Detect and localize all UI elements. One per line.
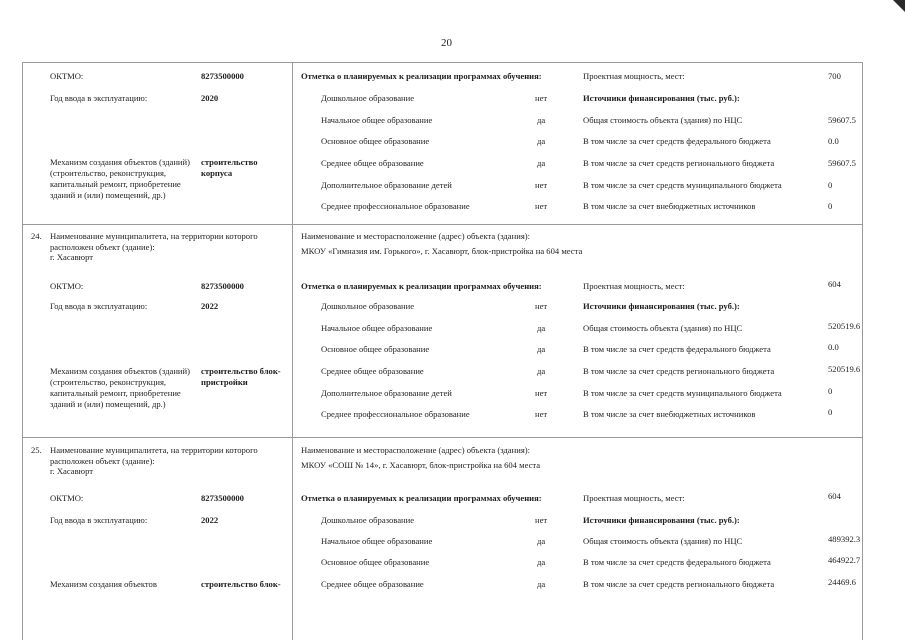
mechanism-value: строительство блок-пристройки — [201, 366, 281, 387]
object-label: Наименование и месторасположение (адрес) объекта (здания): — [301, 445, 531, 455]
funding-value: 464922.7 — [828, 555, 861, 565]
program-flag: да — [537, 536, 546, 546]
funding-value: 0 — [828, 386, 833, 396]
program-flag: нет — [535, 388, 548, 398]
funding-value: 24469.6 — [828, 577, 856, 587]
capacity-value: 604 — [828, 491, 841, 501]
funding-label: В том числе за счет внебюджетных источников — [583, 409, 756, 419]
funding-value: 0 — [828, 180, 833, 190]
mechanism-label: Механизм создания объектов (зданий) (строительство, реконструкция, капитальный ремонт, приобретение зданий и (или) помещений, др.) — [50, 366, 190, 409]
program-flag: да — [537, 115, 546, 125]
program-flag: нет — [535, 93, 548, 103]
oktmo-value: 8273500000 — [201, 281, 244, 291]
program-flag: нет — [535, 515, 548, 525]
year-value: 2022 — [201, 515, 219, 525]
right-border — [862, 62, 863, 640]
program-flag: да — [537, 323, 546, 333]
program-label: Среднее профессиональное образование — [321, 201, 470, 211]
program-label: Основное общее образование — [321, 344, 430, 354]
funding-label: В том числе за счет средств муниципального бюджета — [583, 388, 782, 398]
program-label: Среднее общее образование — [321, 366, 424, 376]
program-label: Начальное общее образование — [321, 323, 433, 333]
program-label: Дополнительное образование детей — [321, 388, 452, 398]
year-label: Год ввода в эксплуатацию: — [50, 93, 148, 103]
funding-value: 520519.6 — [828, 321, 861, 331]
program-label: Основное общее образование — [321, 557, 430, 567]
programs-header: Отметка о планируемых к реализации программах обучения: — [301, 281, 542, 291]
funding-value: 0 — [828, 407, 833, 417]
section-divider-25 — [22, 437, 863, 438]
year-label: Год ввода в эксплуатацию: — [50, 301, 148, 311]
year-label: Год ввода в эксплуатацию: — [50, 515, 148, 525]
program-label: Основное общее образование — [321, 136, 430, 146]
year-value: 2020 — [201, 93, 219, 103]
program-label: Среднее профессиональное образование — [321, 409, 470, 419]
scan-corner-mark — [893, 0, 905, 12]
column-divider — [292, 62, 293, 640]
program-flag: да — [537, 557, 546, 567]
municipality-label: Наименование муниципалитета, на территории которого расположен объект (здание): — [50, 231, 258, 252]
capacity-value: 700 — [828, 71, 841, 81]
mechanism-value: строительство блок- — [201, 579, 281, 589]
program-flag: да — [537, 158, 546, 168]
capacity-label: Проектная мощность, мест: — [583, 493, 685, 503]
funding-label: Общая стоимость объекта (здания) по НЦС — [583, 115, 743, 125]
funding-header: Источники финансирования (тыс. руб.): — [583, 515, 740, 525]
programs-header: Отметка о планируемых к реализации программах обучения: — [301, 71, 542, 81]
program-label: Дошкольное образование — [321, 515, 415, 525]
funding-label: В том числе за счет средств муниципального бюджета — [583, 180, 782, 190]
funding-header: Источники финансирования (тыс. руб.): — [583, 93, 740, 103]
funding-header: Источники финансирования (тыс. руб.): — [583, 301, 740, 311]
program-label: Начальное общее образование — [321, 115, 433, 125]
funding-value: 0.0 — [828, 342, 839, 352]
program-label: Среднее общее образование — [321, 579, 424, 589]
program-label: Дошкольное образование — [321, 93, 415, 103]
left-border — [22, 62, 23, 640]
funding-value: 59607.5 — [828, 158, 856, 168]
programs-header: Отметка о планируемых к реализации программах обучения: — [301, 493, 542, 503]
section-divider-24 — [22, 224, 863, 225]
mechanism-label: Механизм создания объектов (зданий) (строительство, реконструкция, капитальный ремонт, приобретение зданий и (или) помещений, др.) — [50, 157, 190, 200]
funding-label: В том числе за счет средств федерального бюджета — [583, 557, 771, 567]
program-flag: нет — [535, 301, 548, 311]
program-flag: нет — [535, 180, 548, 190]
funding-label: В том числе за счет средств регионального бюджета — [583, 579, 775, 589]
program-flag: нет — [535, 409, 548, 419]
program-flag: да — [537, 344, 546, 354]
funding-label: В том числе за счет средств регионального бюджета — [583, 158, 775, 168]
funding-label: Общая стоимость объекта (здания) по НЦС — [583, 536, 743, 546]
year-value: 2022 — [201, 301, 219, 311]
funding-label: В том числе за счет средств регионального бюджета — [583, 366, 775, 376]
funding-label: В том числе за счет средств федерального бюджета — [583, 136, 771, 146]
object-value: МКОУ «Гимназия им. Горького», г. Хасавюрт, блок-пристройка на 604 места — [301, 246, 583, 256]
page-number: 20 — [441, 37, 452, 49]
program-flag: да — [537, 136, 546, 146]
oktmo-label: ОКТМО: — [50, 71, 84, 81]
mechanism-label-partial: Механизм создания объектов — [50, 579, 157, 589]
section-number: 25. — [31, 445, 42, 455]
oktmo-label: ОКТМО: — [50, 493, 84, 503]
program-flag: да — [537, 579, 546, 589]
capacity-value: 604 — [828, 279, 841, 289]
object-label: Наименование и месторасположение (адрес) объекта (здания): — [301, 231, 531, 241]
municipality-label: Наименование муниципалитета, на территории которого расположен объект (здание): — [50, 445, 258, 466]
funding-value: 59607.5 — [828, 115, 856, 125]
capacity-label: Проектная мощность, мест: — [583, 281, 685, 291]
funding-value: 0 — [828, 201, 833, 211]
mechanism-value: строительство корпуса — [201, 157, 258, 178]
capacity-label: Проектная мощность, мест: — [583, 71, 685, 81]
program-label: Среднее общее образование — [321, 158, 424, 168]
funding-label: В том числе за счет внебюджетных источников — [583, 201, 756, 211]
program-label: Дошкольное образование — [321, 301, 415, 311]
program-label: Дополнительное образование детей — [321, 180, 452, 190]
oktmo-value: 8273500000 — [201, 493, 244, 503]
municipality-value: г. Хасавюрт — [50, 252, 94, 262]
section-number: 24. — [31, 231, 42, 241]
top-border — [22, 62, 863, 63]
funding-label: В том числе за счет средств федерального бюджета — [583, 344, 771, 354]
funding-value: 0.0 — [828, 136, 839, 146]
object-value: МКОУ «СОШ № 14», г. Хасавюрт, блок-пристройка на 604 места — [301, 460, 541, 470]
funding-label: Общая стоимость объекта (здания) по НЦС — [583, 323, 743, 333]
municipality-value: г. Хасавюрт — [50, 466, 94, 476]
oktmo-label: ОКТМО: — [50, 281, 84, 291]
funding-value: 489392.3 — [828, 534, 861, 544]
funding-value: 520519.6 — [828, 364, 861, 374]
program-flag: нет — [535, 201, 548, 211]
oktmo-value: 8273500000 — [201, 71, 244, 81]
program-label: Начальное общее образование — [321, 536, 433, 546]
program-flag: да — [537, 366, 546, 376]
